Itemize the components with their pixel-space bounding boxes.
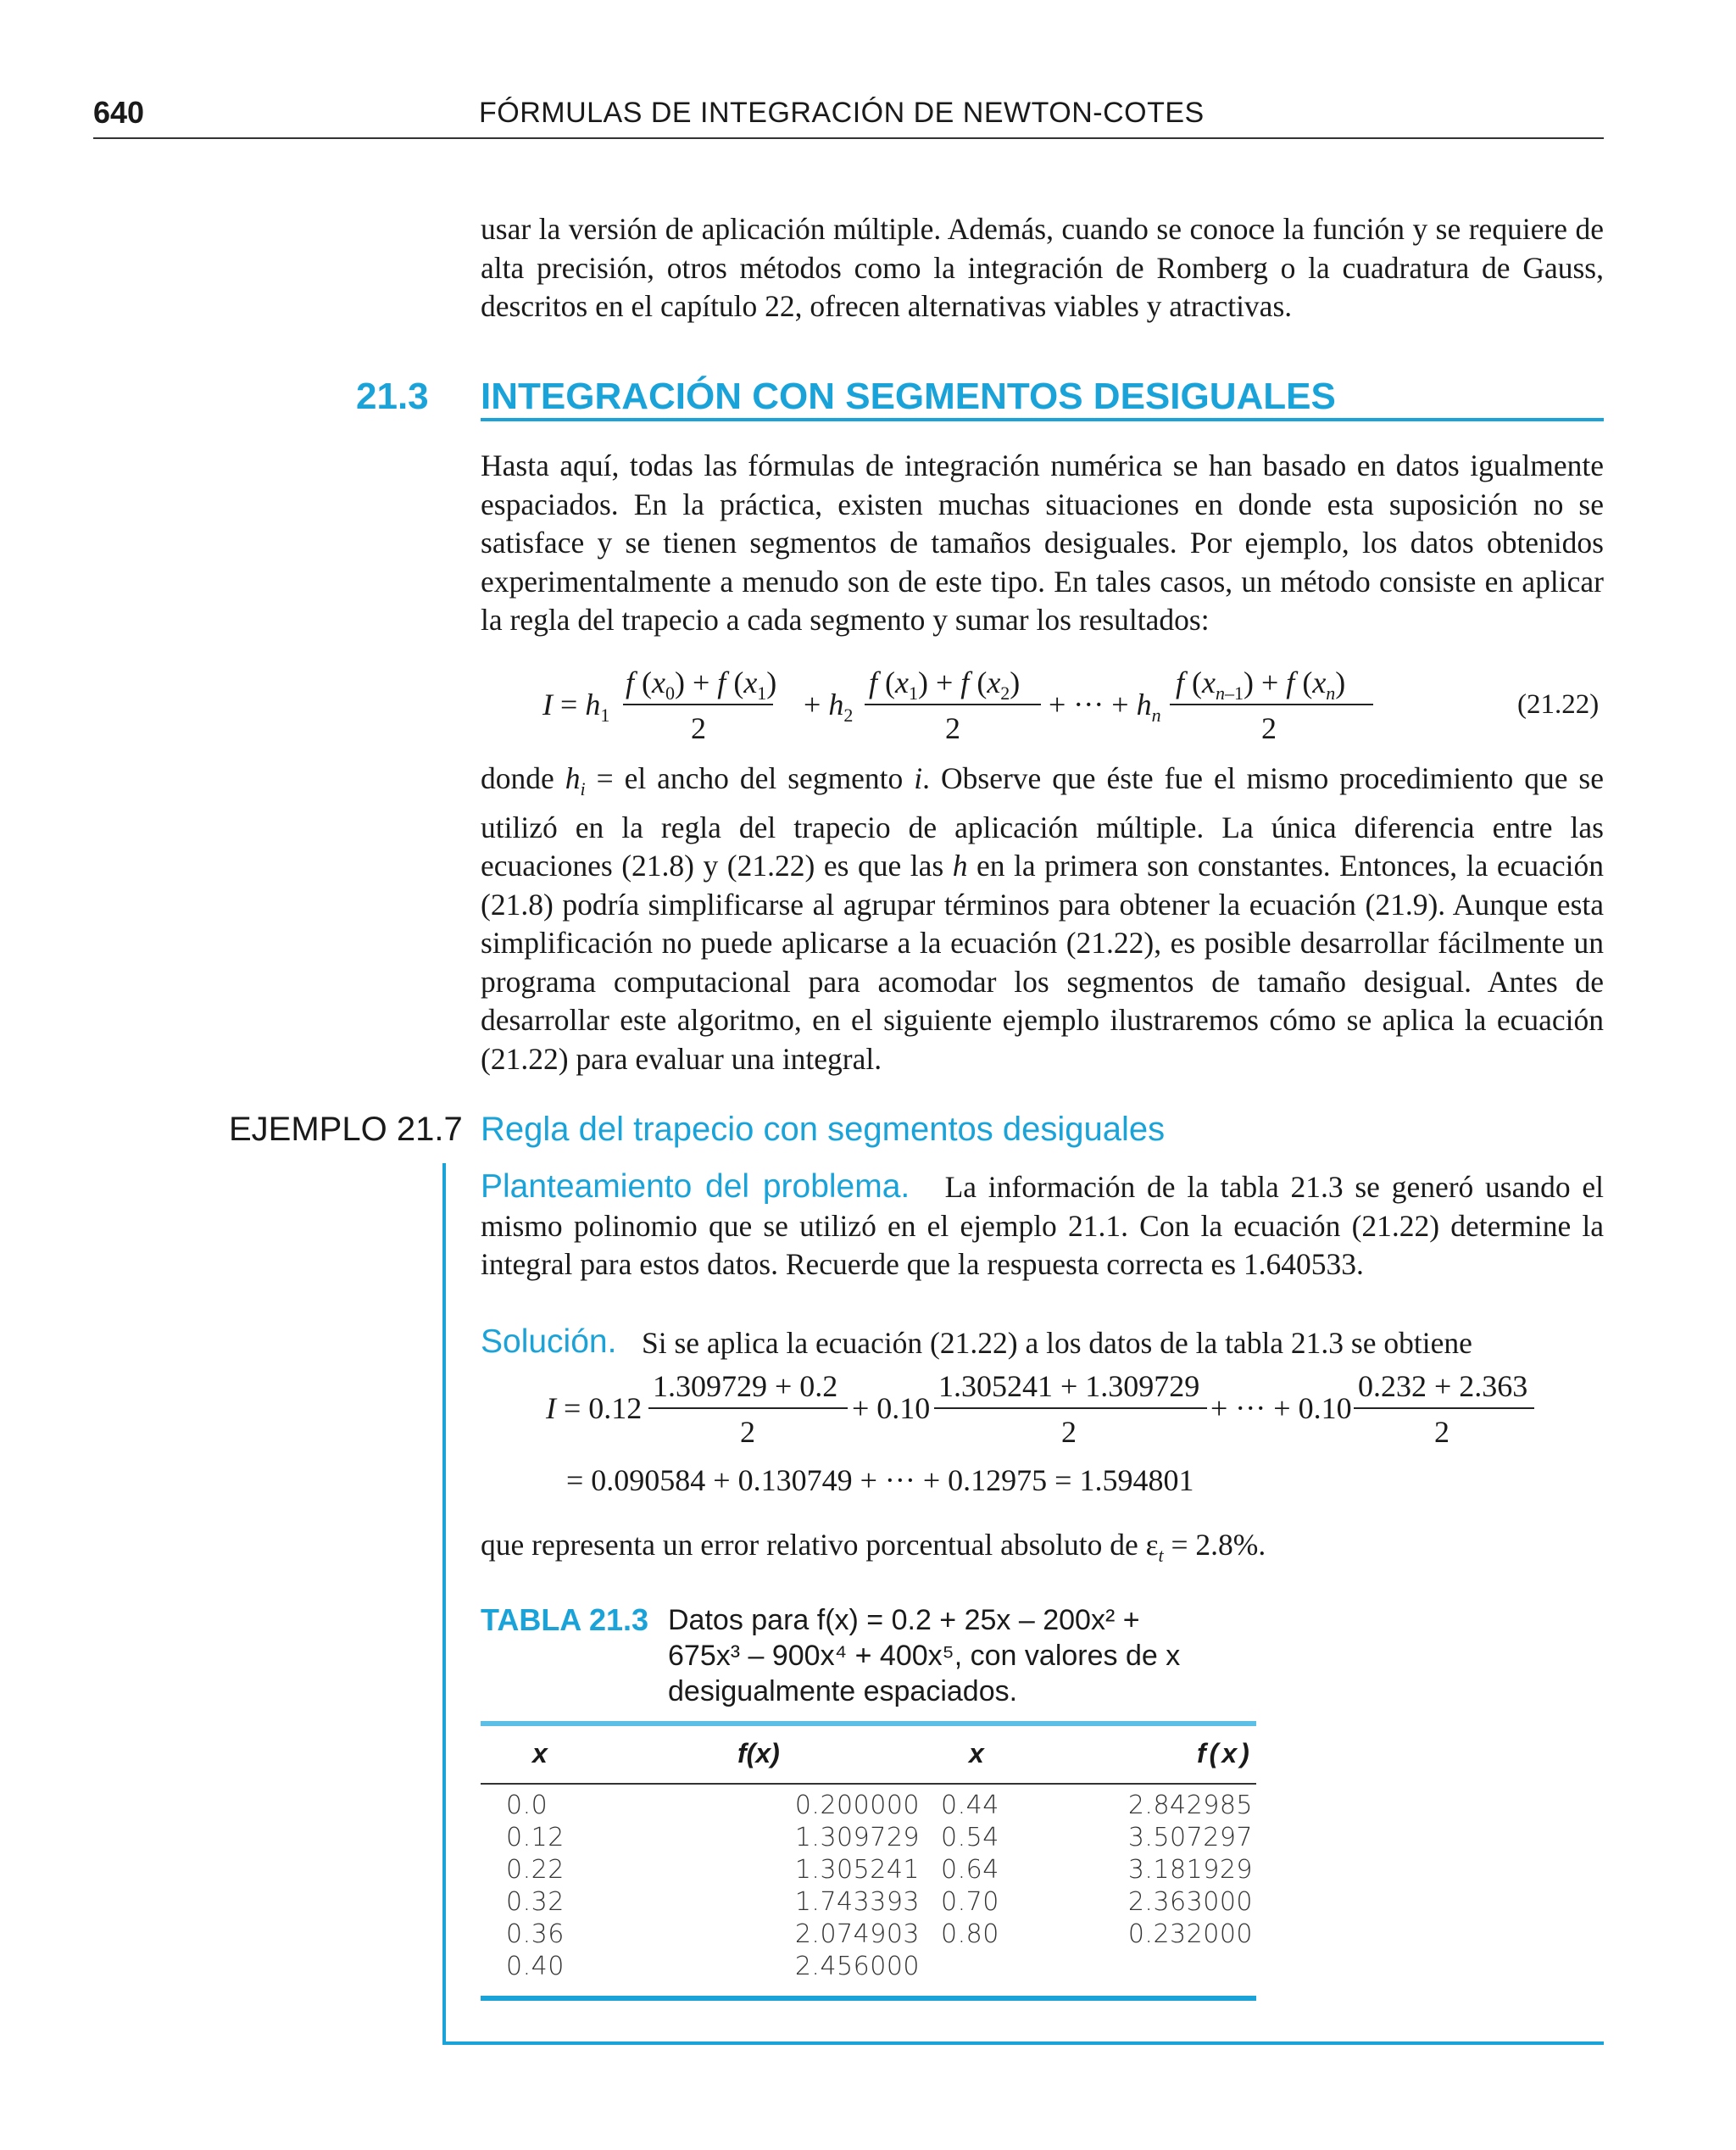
section-rule bbox=[481, 418, 1604, 421]
page-number: 640 bbox=[93, 95, 145, 130]
table-cell: 1.743393 bbox=[794, 1887, 920, 1917]
table-header-fx-2: f(x) bbox=[1197, 1738, 1253, 1768]
table-cell: 0.40 bbox=[506, 1952, 565, 1981]
table-caption: Datos para f(x) = 0.2 + 25x – 200x² + 675x³ – 900x⁴ + 400x⁵, con valores de x desigualmente espaciados. bbox=[668, 1604, 1181, 1707]
table-cell: 2.456000 bbox=[794, 1952, 920, 1981]
table-cell: 1.309729 bbox=[794, 1823, 920, 1852]
intro-paragraph: usar la versión de aplicación múltiple. Además, cuando se conoce la función y se requiere de alta precisión, otros métodos como la integración de Romberg o la cuadratura de Gauss, descritos en el capítulo 22, ofrecen alternativas viables y atractivas. bbox=[481, 212, 1604, 323]
table-cell: 0.64 bbox=[941, 1855, 999, 1885]
table-header-x: x bbox=[532, 1738, 548, 1768]
equation-21-22: $I = h_1$ f $(x_0) + f$ $(x_1)$ 2 + $h_2$ f $(x_1) + f$ $(x_2)$ 2 + ··· + $h_n$ f $(x_{n-1}) + f$ $(x_n)$ 2 bbox=[0, 0, 1736, 763]
table-cell: 0.32 bbox=[506, 1887, 565, 1917]
table-cell: 0.200000 bbox=[794, 1791, 920, 1820]
solution-heading: Solución. bbox=[481, 1323, 617, 1360]
equation-number: (21.22) bbox=[1517, 689, 1600, 720]
solution-text: Si se aplica la ecuación (21.22) a los datos de la tabla 21.3 se obtiene bbox=[642, 1326, 1472, 1360]
table-cell: 0.36 bbox=[506, 1919, 565, 1949]
table-header-rule bbox=[481, 1783, 1256, 1785]
table-cell: 0.80 bbox=[941, 1919, 999, 1949]
header-rule bbox=[93, 137, 1604, 139]
example-side-bar bbox=[442, 1163, 446, 2045]
running-head: FÓRMULAS DE INTEGRACIÓN DE NEWTON-COTES bbox=[479, 97, 1205, 129]
table-header-fx: f(x) bbox=[737, 1738, 780, 1768]
table-header-x-2: x bbox=[969, 1738, 984, 1768]
table-cell: 0.54 bbox=[941, 1823, 999, 1852]
problem-paragraph bbox=[481, 1167, 1604, 1284]
table-cell: 0.44 bbox=[941, 1791, 999, 1820]
table-cell: 0.0 bbox=[506, 1791, 548, 1820]
table-bottom-rule bbox=[481, 1996, 1256, 2001]
result-paragraph: que representa un error relativo porcentual absoluto de $\varepsilon_t = 2.8\%$. bbox=[481, 1528, 1266, 1567]
section-paragraph-2: donde $h_i$ = el ancho del segmento i. Observe que éste fue el mismo procedimiento que se utilizó en la regla del trapecio de aplicación múltiple. La única diferencia entre las ecuaciones (21.8) y (21.22) es que las h en la primera son constantes. Entonces, la ecuación (21.8) podría simplificarse al agrupar términos para obtener la ecuación (21.9). Aunque esta simplificación no puede aplicarse a la ecuación (21.22), es posible desarrollar fácilmente un programa computacional para acomodar los segmentos de tamaño desigual. Antes de desarrollar este algoritmo, en el siguiente ejemplo ilustraremos cómo se aplica la ecuación (21.22) para evaluar una integral. bbox=[481, 761, 1604, 1076]
table-cell: 0.22 bbox=[506, 1855, 565, 1885]
section-title: INTEGRACIÓN CON SEGMENTOS DESIGUALES bbox=[481, 376, 1336, 417]
table-cell: 0.70 bbox=[941, 1887, 999, 1917]
table-cell: 0.12 bbox=[506, 1823, 565, 1852]
table-label: TABLA 21.3 bbox=[481, 1602, 649, 1637]
section-number: 21.3 bbox=[356, 376, 429, 417]
problem-heading: Planteamiento del problema. bbox=[481, 1168, 910, 1205]
table-cell: 0.232000 bbox=[1127, 1919, 1253, 1949]
example-bottom-rule bbox=[442, 2041, 1604, 2045]
table-cell: 2.363000 bbox=[1127, 1887, 1253, 1917]
table-cell: 2.842985 bbox=[1127, 1791, 1253, 1820]
table-top-rule bbox=[481, 1721, 1256, 1726]
table-cell: 1.305241 bbox=[794, 1855, 920, 1885]
table-cell: 3.507297 bbox=[1127, 1823, 1253, 1852]
problem-text: La información de la tabla 21.3 se generó usando el mismo polinomio que se utilizó en el ejemplo 21.1. Con la ecuación (21.22) determine la integral para estos datos. Recuerde que la respuesta correcta es 1.640533. bbox=[481, 1170, 1605, 1281]
solution-equation: I = 0.12 1.309729 + 0.2 2 + 0.10 1.305241 + 1.309729 2 + ··· + 0.10 0.232 + 2.363 2 = 0.090584 + 0.130749 + ··· + 0.12975 = 1.594801 bbox=[0, 0, 1736, 1509]
example-label: EJEMPLO 21.7 bbox=[229, 1111, 463, 1148]
table-cell: 2.074903 bbox=[794, 1919, 920, 1949]
section-paragraph-1: Hasta aquí, todas las fórmulas de integración numérica se han basado en datos igualmente espaciados. En la práctica, existen muchas situaciones en donde esta suposición no se satisface y se tienen segmentos de tamaños desiguales. Por ejemplo, los datos obtenidos experimentalmente a menudo son de este tipo. En tales casos, un método consiste en aplicar la regla del trapecio a cada segmento y sumar los resultados: bbox=[481, 448, 1604, 637]
table-cell: 3.181929 bbox=[1127, 1855, 1253, 1885]
example-title: Regla del trapecio con segmentos desiguales bbox=[481, 1111, 1166, 1148]
